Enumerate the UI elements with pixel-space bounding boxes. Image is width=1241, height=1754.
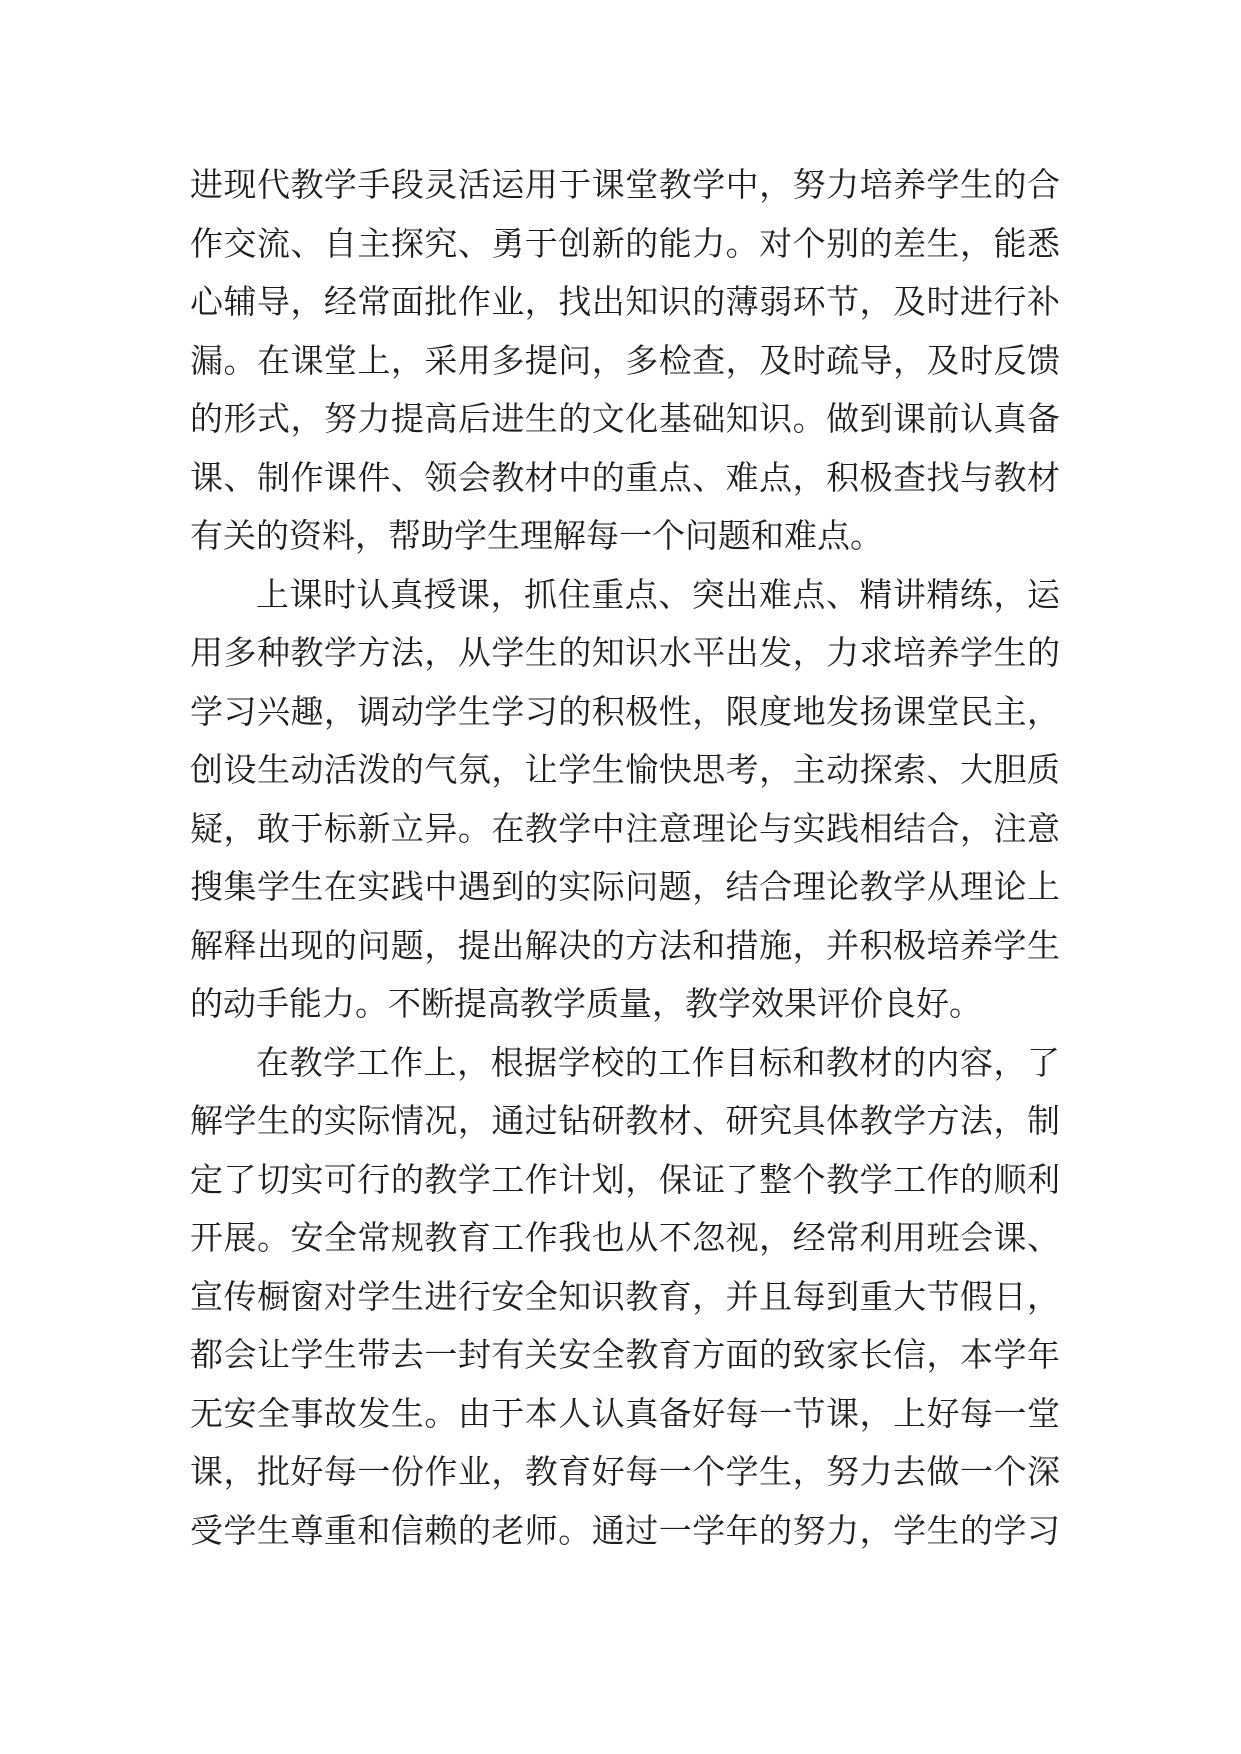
text-line: 定了切实可行的教学工作计划，保证了整个教学工作的顺利: [190, 1159, 1060, 1199]
text-line: 学习兴趣，调动学生学习的积极性，限度地发扬课堂民主，: [190, 691, 1060, 731]
text-line: 受学生尊重和信赖的老师。通过一学年的努力，学生的学习: [190, 1510, 1060, 1550]
text-line: 在教学工作上，根据学校的工作目标和教材的内容，了: [256, 1042, 1060, 1082]
text-line: 搜集学生在实践中遇到的实际问题，结合理论教学从理论上: [190, 867, 1060, 906]
text-line: 的动手能力。不断提高教学质量，教学效果评价良好。: [190, 984, 982, 1023]
text-line: 宣传橱窗对学生进行安全知识教育，并且每到重大节假日，: [190, 1276, 1060, 1316]
text-line: 的形式，努力提高后进生的文化基础知识。做到课前认真备: [190, 399, 1060, 438]
text-line: 创设生动活泼的气氛，让学生愉快思考，主动探索、大胆质: [190, 750, 1060, 789]
text-line: 上课时认真授课，抓住重点、突出难点、精讲精练，运: [256, 574, 1060, 614]
paragraph-3: [190, 1034, 1060, 1561]
text-line: 解释出现的问题，提出解决的方法和措施，并积极培养学生: [190, 925, 1060, 965]
text-line: 有关的资料，帮助学生理解每一个问题和难点。: [190, 516, 883, 555]
text-line: 开展。安全常规教育工作我也从不忽视，经常利用班会课、: [190, 1218, 1060, 1257]
text-line: 课，批好每一份作业，教育好每一个学生，努力去做一个深: [190, 1452, 1060, 1491]
body-text: [190, 156, 1060, 1560]
text-line: 进现代教学手段灵活运用于课堂教学中，努力培养学生的合: [190, 165, 1060, 204]
text-line: 作交流、自主探究、勇于创新的能力。对个别的差生，能悉: [190, 223, 1060, 263]
text-line: 漏。在课堂上，采用多提问，多检查，及时疏导，及时反馈: [190, 340, 1060, 380]
text-line: 都会让学生带去一封有关安全教育方面的致家长信，本学年: [190, 1335, 1060, 1374]
text-line: 课、制作课件、领会教材中的重点、难点，积极查找与教材: [190, 457, 1060, 497]
paragraph-2: [190, 566, 1060, 1034]
paragraph-1: [190, 156, 1060, 566]
text-line: 解学生的实际情况，通过钻研教材、研究具体教学方法，制: [190, 1101, 1060, 1140]
text-line: 无安全事故发生。由于本人认真备好每一节课，上好每一堂: [190, 1393, 1060, 1433]
text-line: 疑，敢于标新立异。在教学中注意理论与实践相结合，注意: [190, 808, 1060, 848]
text-line: 用多种教学方法，从学生的知识水平出发，力求培养学生的: [190, 633, 1060, 672]
text-line: 心辅导，经常面批作业，找出知识的薄弱环节，及时进行补: [190, 282, 1060, 321]
